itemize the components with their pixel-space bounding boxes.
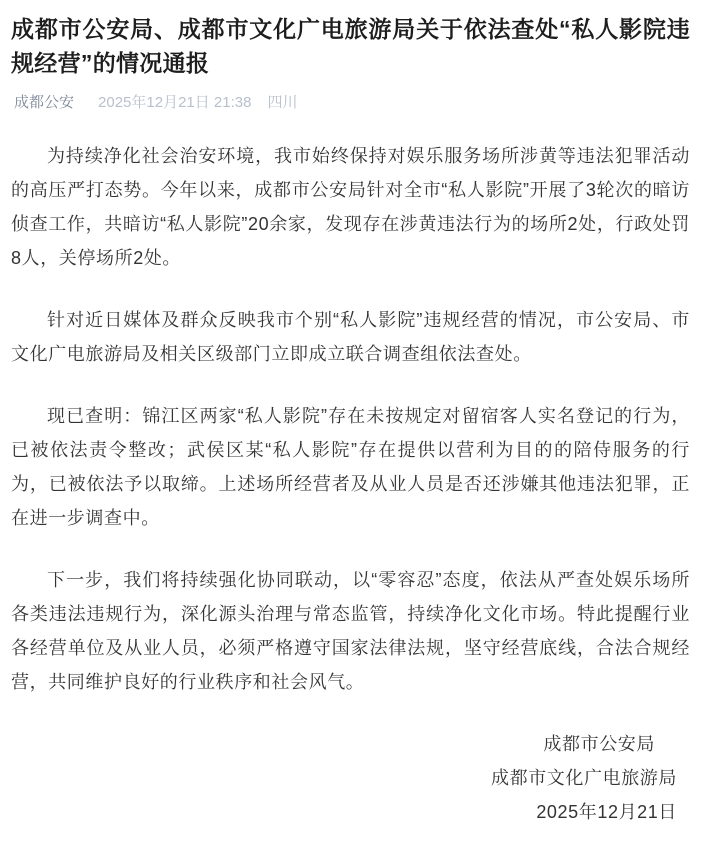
article-meta-row [11,92,690,113]
signature-date: 2025年12月21日 [536,802,677,822]
article-paragraph-4: 下一步，我们将持续强化协同联动，以“零容忍”态度，依法从严查处娱乐场所各类违法违规行为，深化源头治理与常态监管，持续净化文化市场。特此提醒行业各经营单位及从业人员，必须严格遵守国家法律法规，坚守经营底线，合法合规经营，共同维护良好的行业秩序和社会风气。 [11,570,690,692]
page-title: 成都市公安局、成都市文化广电旅游局关于依法查处“私人影院违规经营”的情况通报 [11,16,690,76]
publish-region: 四川 [267,94,298,111]
publish-datetime: 2025年12月21日 21:38 [98,94,252,111]
article-paragraph-1: 为持续净化社会治安环境，我市始终保持对娱乐服务场所涉黄等违法犯罪活动的高压严打态势。今年以来，成都市公安局针对全市“私人影院”开展了3轮次的暗访侦查工作，共暗访“私人影院”20余家，发现存在涉黄违法行为的场所2处，行政处罚8人，关停场所2处。 [11,146,690,268]
article-paragraph-2: 针对近日媒体及群众反映我市个别“私人影院”违规经营的情况，市公安局、市文化广电旅游局及相关区级部门立即成立联合调查组依法查处。 [11,310,690,364]
article-paragraph-3: 现已查明：锦江区两家“私人影院”存在未按规定对留宿客人实名登记的行为，已被依法责令整改；武侯区某“私人影院”存在提供以营利为目的的陪侍服务的行为，已被依法予以取缔。上述场所经营者及从业人员是否还涉嫌其他违法犯罪，正在进一步调查中。 [11,406,691,528]
signature-agency-2: 成都市文化广电旅游局 [491,768,677,788]
signature-agency-1: 成都市公安局 [543,734,655,754]
article-source[interactable]: 成都公安 [14,94,75,111]
article-body [11,139,690,699]
signature-block [11,727,690,829]
